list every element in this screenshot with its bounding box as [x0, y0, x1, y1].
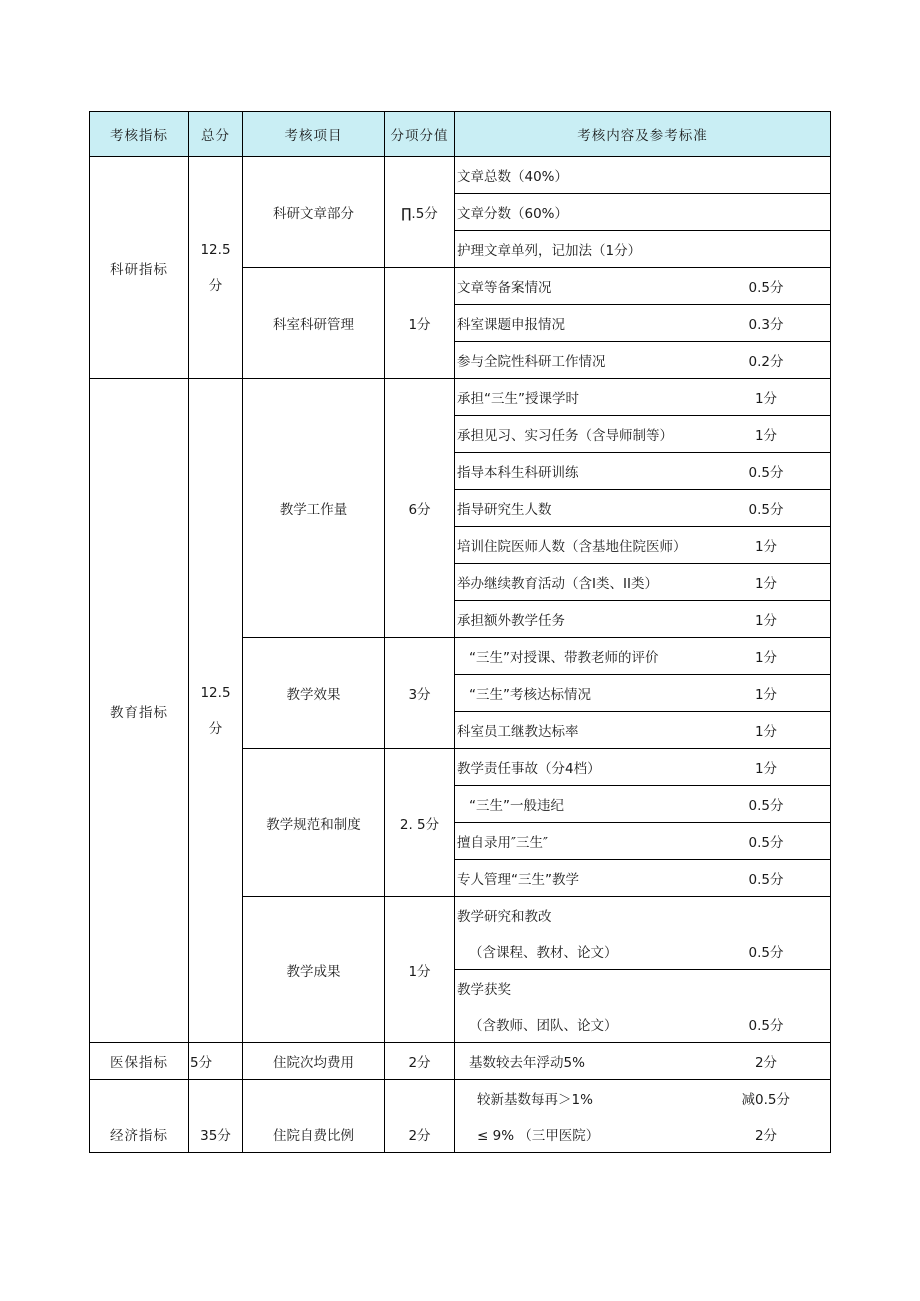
table-row	[90, 379, 831, 638]
project-name: 教学成果	[243, 897, 385, 1043]
project-score: 2分	[385, 1043, 455, 1080]
criteria-line: 科室员工继教达标率 1分	[457, 724, 778, 740]
table-row	[90, 1080, 831, 1153]
criteria-line: 培训住院医师人数（含基地住院医师） 1分	[455, 527, 830, 564]
project-score: 1分	[385, 897, 455, 1043]
indicator-education: 教育指标	[90, 379, 189, 1043]
table-row	[90, 157, 831, 268]
criteria-line: 参与全院性科研工作情况 0.2分	[457, 354, 784, 370]
total-insurance: 5分	[189, 1043, 243, 1080]
criteria-line: （含课程、教材、论文） 0.5分	[455, 933, 830, 970]
assessment-table	[89, 111, 831, 1153]
criteria-line: 文章分数（60%）	[455, 194, 830, 231]
indicator-economic: 经济指标	[90, 1080, 189, 1153]
project-score: ∏.5分	[385, 157, 455, 268]
criteria-line: ≤ 9% （三甲医院） 2分	[477, 1128, 778, 1144]
criteria-line: 承担“三生”授课学时 1分	[455, 379, 830, 416]
criteria-line: 指导本科生科研训练 0.5分	[455, 453, 830, 490]
criteria-cell	[455, 897, 831, 1043]
criteria-line: 教学研究和教改	[457, 909, 552, 925]
project-score: 2分	[385, 1080, 455, 1153]
project-name: 教学效果	[243, 638, 385, 749]
criteria-line: 文章等备案情况 0.5分	[455, 268, 830, 305]
criteria-cell	[455, 1080, 831, 1153]
project-name: 科室科研管理	[243, 268, 385, 379]
criteria-line: 教学获奖	[457, 982, 511, 998]
criteria-line: “三生”对授课、带教老师的评价 1分	[455, 638, 830, 675]
criteria-line: 承担额外教学任务 1分	[457, 613, 778, 629]
project-name: 科研文章部分	[243, 157, 385, 268]
criteria-line: 擅自录用″三生″ 0.5分	[455, 823, 830, 860]
project-score: 3分	[385, 638, 455, 749]
criteria-line: 护理文章单列，记加法（1分）	[457, 243, 642, 259]
criteria-line: 文章总数（40%）	[455, 157, 830, 194]
assessment-table-container	[89, 111, 831, 1153]
project-name: 教学工作量	[243, 379, 385, 638]
criteria-cell	[455, 268, 831, 379]
project-name: 住院次均费用	[243, 1043, 385, 1080]
criteria-line: 较新基数每再＞1% 减0.5分	[477, 1092, 790, 1108]
criteria-line: 专人管理“三生”教学 0.5分	[457, 872, 784, 888]
criteria-line: 指导研究生人数 0.5分	[455, 490, 830, 527]
criteria-cell	[455, 749, 831, 897]
project-name: 教学规范和制度	[243, 749, 385, 897]
project-score: 2. 5分	[385, 749, 455, 897]
criteria-cell	[455, 638, 831, 749]
criteria-cell	[455, 157, 831, 268]
criteria-line: “三生”考核达标情况 1分	[455, 675, 830, 712]
criteria-cell	[455, 1043, 831, 1080]
project-name: 住院自费比例	[243, 1080, 385, 1153]
table-row	[90, 1043, 831, 1080]
criteria-line: 承担见习、实习任务（含导师制等） 1分	[455, 416, 830, 453]
header-criteria: 考核内容及参考标准	[455, 112, 831, 157]
criteria-line: 举办继续教育活动（含I类、II类） 1分	[455, 564, 830, 601]
criteria-line: 教学责任事故（分4档） 1分	[455, 749, 830, 786]
total-research: 12.5 分	[189, 157, 243, 379]
project-score: 1分	[385, 268, 455, 379]
header-project: 考核项目	[243, 112, 385, 157]
total-education: 12.5 分	[189, 379, 243, 1043]
header-total: 总分	[189, 112, 243, 157]
criteria-line: 基数较去年浮动5% 2分	[469, 1055, 778, 1071]
indicator-research: 科研指标	[90, 157, 189, 379]
header-indicator: 考核指标	[90, 112, 189, 157]
criteria-line: “三生”一般违纪 0.5分	[455, 786, 830, 823]
criteria-cell	[455, 379, 831, 638]
header-score: 分项分值	[385, 112, 455, 157]
criteria-line: 科室课题申报情况 0.3分	[455, 305, 830, 342]
project-score: 6分	[385, 379, 455, 638]
header-row	[90, 112, 831, 157]
criteria-line: （含教师、团队、论文） 0.5分	[469, 1018, 784, 1034]
indicator-insurance: 医保指标	[90, 1043, 189, 1080]
total-economic: 35分	[189, 1080, 243, 1153]
